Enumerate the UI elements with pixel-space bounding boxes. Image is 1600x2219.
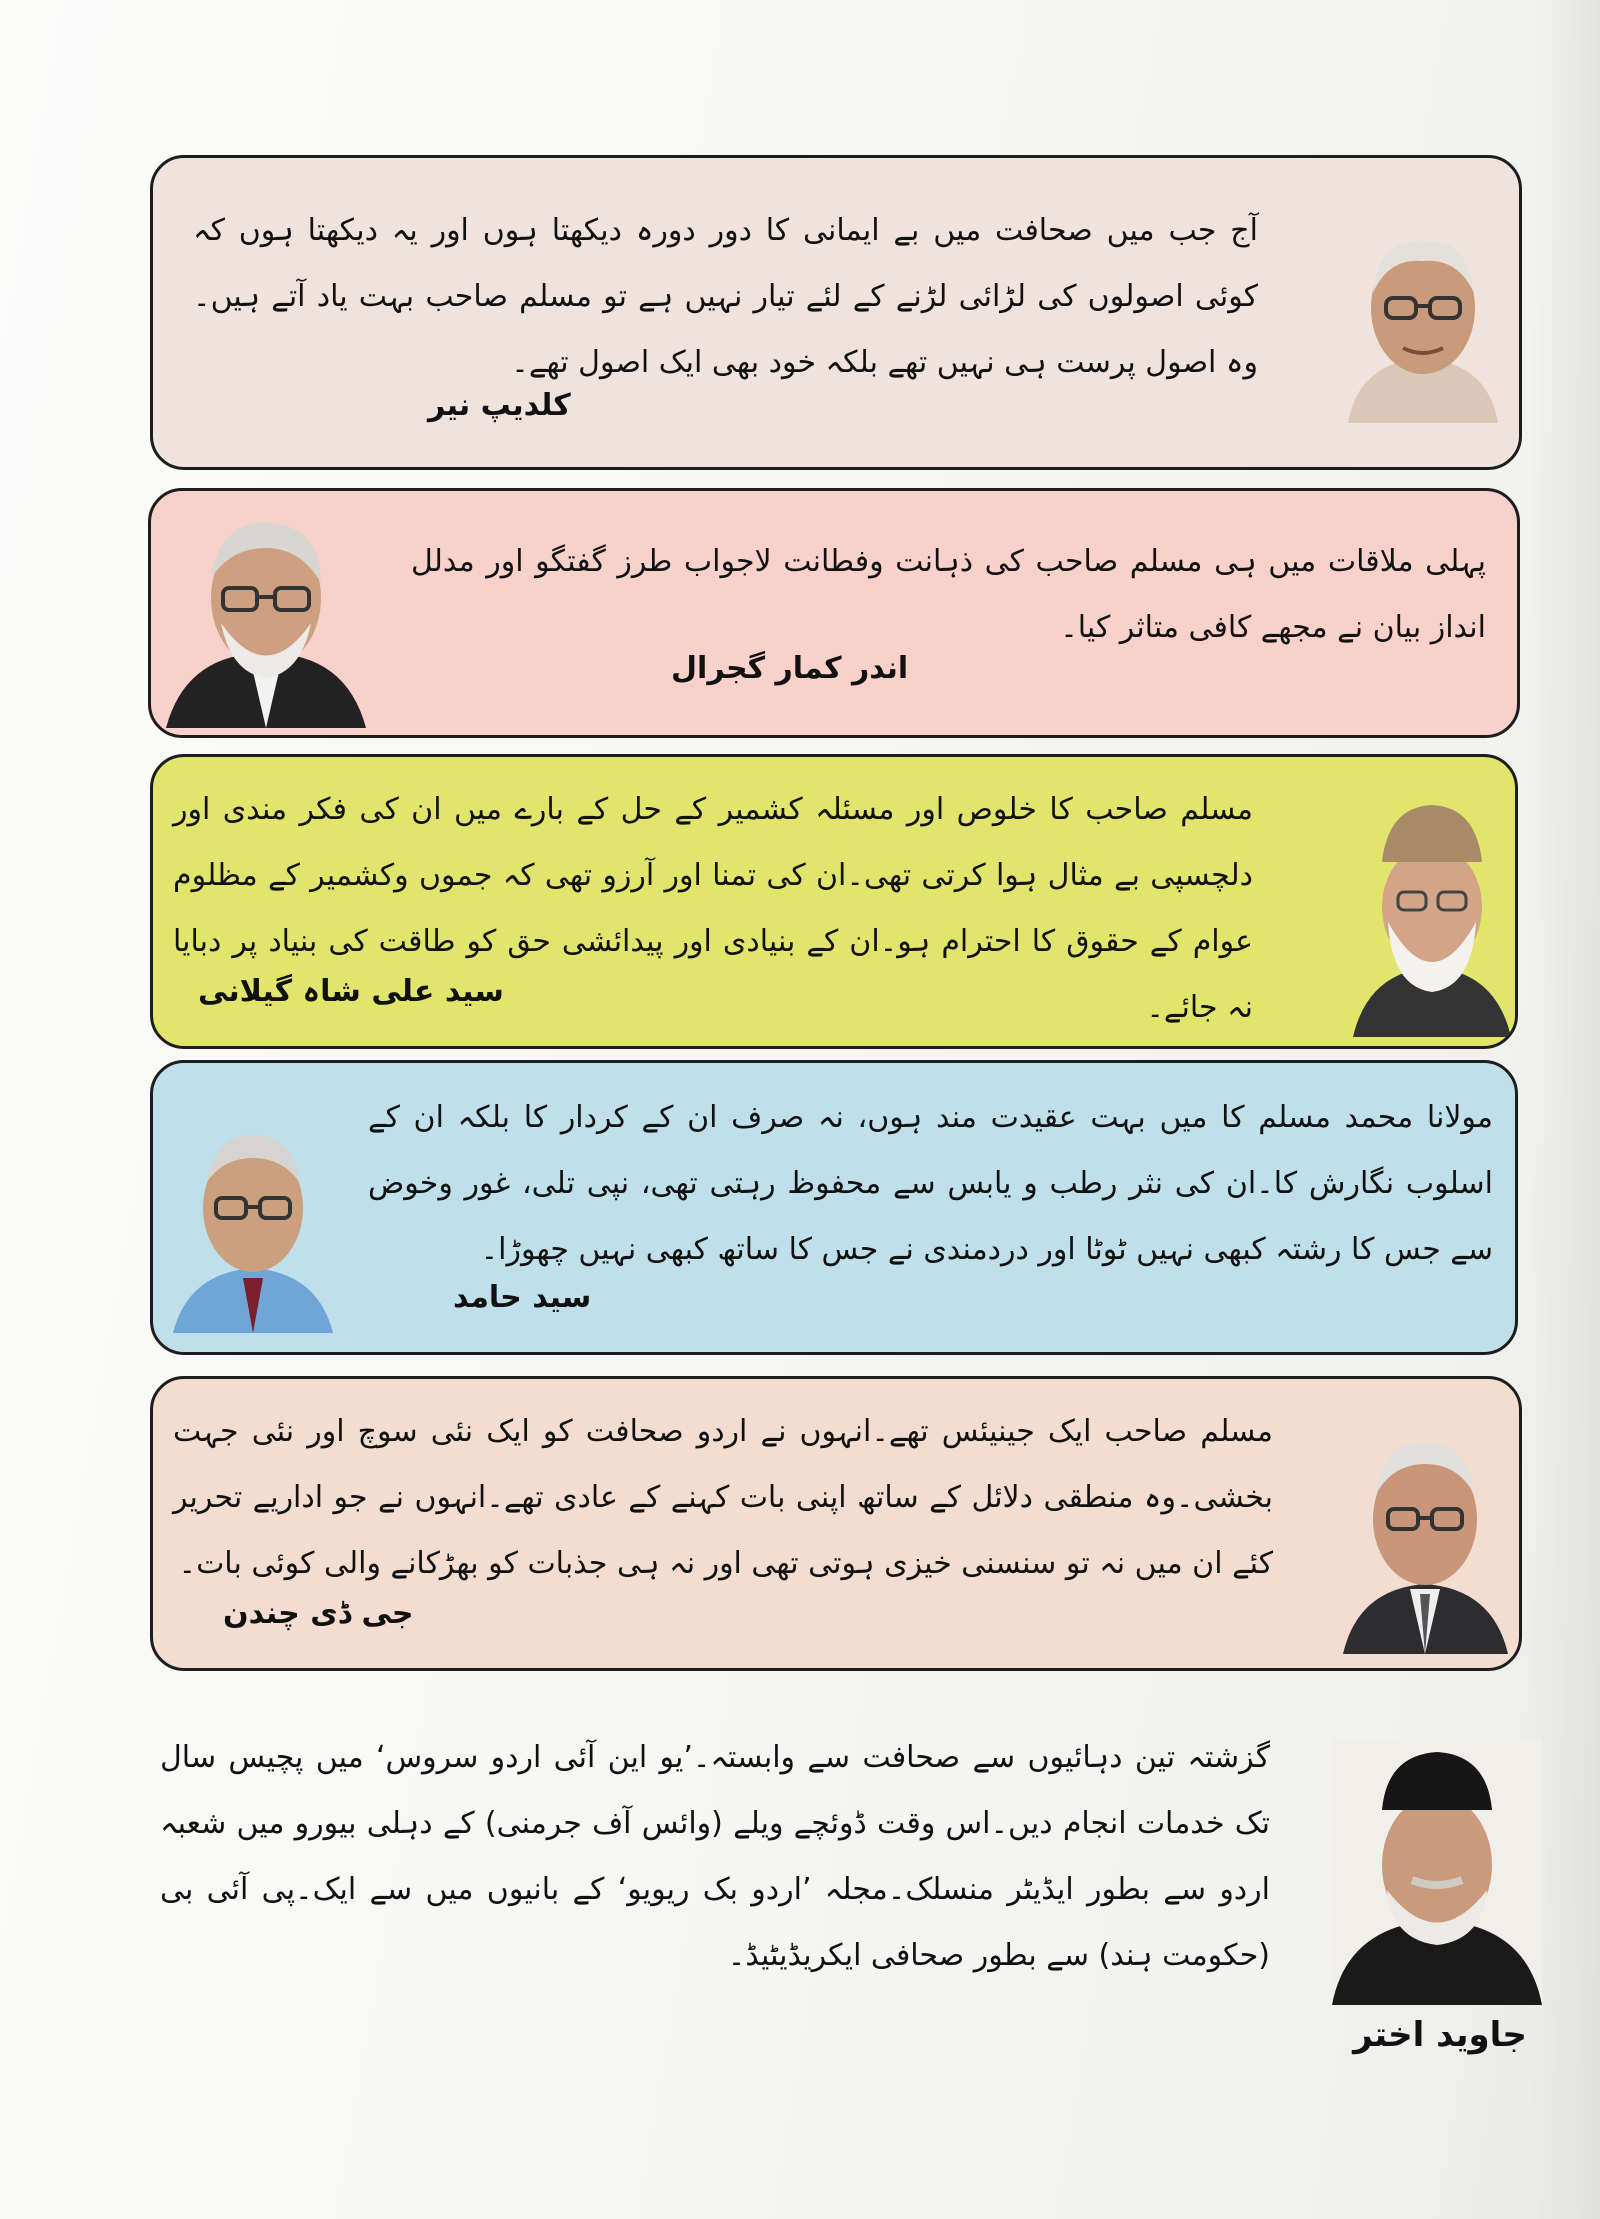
- author-name: جاوید اختر: [1353, 2015, 1527, 2055]
- quote-text: مولانا محمد مسلم کا میں بہت عقیدت مند ہوں، نہ صرف ان کے کردار کا بلکہ ان کے اسلوب نگارش کا۔ان کی نثر رطب و یابس سے محفوظ رہتی تھی، نپی تلی، غور وخوض سے جس کا رشتہ کبھی نہیں ٹوٹا اور دردمندی نے جس کا ساتھ کبھی نہیں چھوڑا۔: [368, 1100, 1493, 1267]
- portrait-man-blue-shirt: [168, 1113, 338, 1333]
- quote-card-4: [150, 1060, 1518, 1355]
- quote-author: سید علی شاہ گیلانی: [198, 974, 504, 1009]
- quote-author: سید حامد: [453, 1280, 592, 1315]
- author-portrait: [1332, 1740, 1542, 2005]
- quote-text: آج جب میں صحافت میں بے ایمانی کا دور دورہ دیکھتا ہوں اور یہ دیکھتا ہوں کہ کوئی اصولوں کی لڑائی لڑنے کے لئے تیار نہیں ہے تو مسلم صاحب بہت یاد آتے ہیں۔وہ اصول پرست ہی نہیں تھے بلکہ خود بھی ایک اصول تھے۔: [193, 213, 1258, 380]
- quote-author: کلدیپ نیر: [428, 388, 571, 423]
- portrait-elderly-man: [1338, 213, 1508, 423]
- quote-text: مسلم صاحب کا خلوص اور مسئلہ کشمیر کے حل کے بارے میں ان کی فکر مندی اور دلچسپی بے مثال ہوا کرتی تھی۔ان کی تمنا اور آرزو تھی کہ جموں وکشمیر کے مظلوم عوام کے حقوق کا احترام ہو۔ان کے بنیادی اور پیدائشی حق کو طاقت کی بنیاد پر دبایا نہ جائے۔: [173, 792, 1253, 1025]
- portrait-man-with-cap: [1348, 787, 1516, 1037]
- portrait-bearded-man: [161, 503, 371, 728]
- quote-text: پہلی ملاقات میں ہی مسلم صاحب کی ذہانت وفطانت لاجواب طرز گفتگو اور مدلل انداز بیان نے مجھے کافی متاثر کیا۔: [411, 544, 1486, 645]
- author-bio: گزشتہ تین دہائیوں سے صحافت سے وابستہ۔’یو این آئی اردو سروس‘ میں پچیس سال تک خدمات انجام دیں۔اس وقت ڈوئچے ویلے (وائس آف جرمنی) کے دہلی بیورو میں شعبہ اردو سے بطور ایڈیٹر منسلک۔مجلہ ’اردو بک ریویو‘ کے بانیوں میں سے ایک۔پی آئی بی (حکومت ہند) سے بطور صحافی ایکریڈیٹیڈ۔: [160, 1740, 1270, 1973]
- quote-author: اندر کمار گجرال: [671, 651, 909, 686]
- quote-card-2: [148, 488, 1520, 738]
- quote-card-1: [150, 155, 1522, 470]
- quote-text: مسلم صاحب ایک جینیئس تھے۔انہوں نے اردو صحافت کو ایک نئی سوچ اور نئی جہت بخشی۔وہ منطقی دلائل کے ساتھ اپنی بات کہنے کے عادی تھے۔انہوں نے جو اداریے تحریر کئے ان میں نہ تو سنسنی خیزی ہوتی تھی اور نہ ہی جذبات کو بھڑکانے والی کوئی بات۔: [173, 1414, 1273, 1581]
- quote-author: جی ڈی چندن: [223, 1596, 414, 1631]
- quote-card-3: [150, 754, 1518, 1049]
- portrait-man-with-tie: [1338, 1414, 1513, 1654]
- quote-card-5: [150, 1376, 1522, 1671]
